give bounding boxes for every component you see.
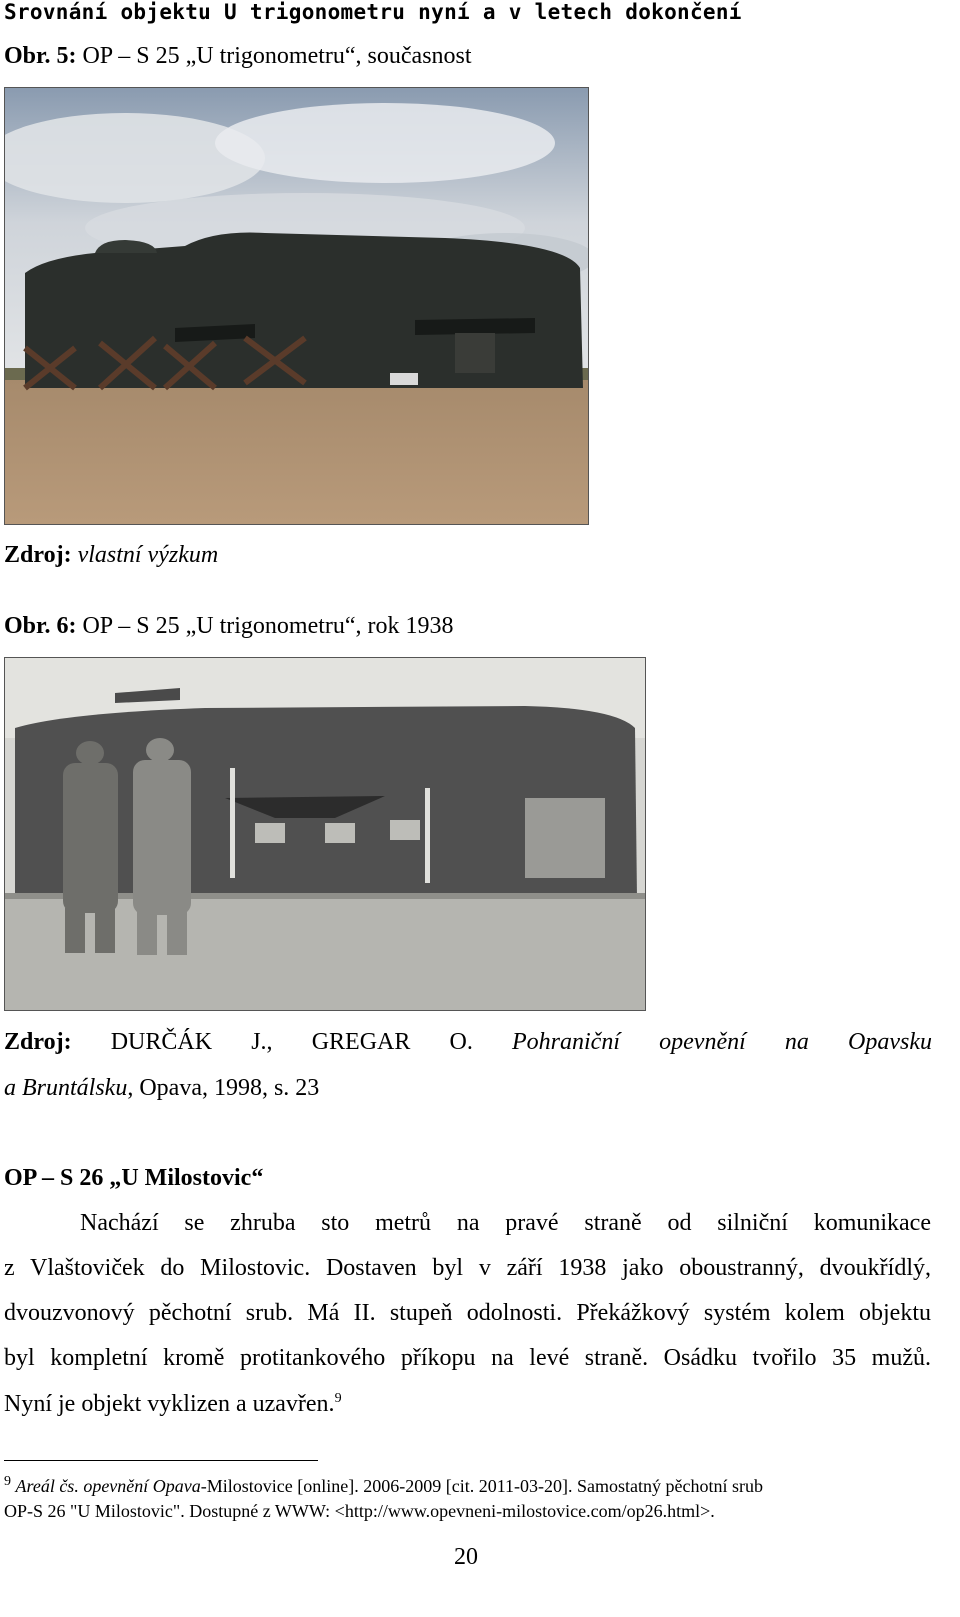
footnote-line-2[interactable]: OP-S 26 "U Milostovic". Dostupné z WWW: <http://www.opevneni-milostovice.com/op26.html>. bbox=[4, 1501, 715, 1521]
figure6-label: Obr. 6: bbox=[4, 613, 77, 639]
figure5-caption bbox=[4, 41, 472, 71]
footnote-line-1 bbox=[4, 1474, 763, 1498]
figure6-caption-text: OP – S 25 „U trigonometru“, rok 1938 bbox=[76, 613, 454, 639]
figure5-photo bbox=[4, 87, 589, 525]
paragraph-line-1: Nachází se zhruba sto metrů na pravé straně od silniční komunikace bbox=[80, 1210, 931, 1236]
footnote-rest: -Milostovice [online]. 2006-2009 [cit. 2011-03-20]. Samostatný pěchotní srub bbox=[200, 1476, 764, 1496]
figure6-caption bbox=[4, 611, 454, 641]
figure6-source-title-1: Pohraniční opevnění na Opavsku bbox=[512, 1029, 933, 1055]
footnote-separator bbox=[4, 1460, 318, 1461]
footnote-number: 9 bbox=[4, 1474, 11, 1489]
footnote-reference[interactable]: 9 bbox=[334, 1391, 342, 1406]
paragraph-line-4: byl kompletní kromě protitankového příkopu na levé straně. Osádku tvořilo 35 mužů. bbox=[4, 1345, 931, 1371]
paragraph-line-5-text: Nyní je objekt vyklizen a uzavřen. bbox=[4, 1391, 335, 1417]
figure5-source bbox=[4, 540, 218, 570]
bunker-present-photo bbox=[5, 88, 588, 524]
bunker-1938-photo bbox=[5, 658, 645, 1010]
figure6-source-line1 bbox=[4, 1027, 932, 1057]
section-title: Srovnání objektu U trigonometru nyní a v letech dokončení bbox=[4, 0, 742, 24]
figure6-photo bbox=[4, 657, 646, 1011]
figure5-caption-text: OP – S 25 „U trigonometru“, současnost bbox=[76, 43, 472, 69]
figure6-source-tail: , Opava, 1998, s. 23 bbox=[127, 1075, 320, 1101]
figure5-source-label: Zdroj: bbox=[4, 542, 72, 568]
figure5-source-text: vlastní výzkum bbox=[77, 542, 219, 568]
paragraph-line-3: dvouzvonový pěchotní srub. Má II. stupeň odolnosti. Překážkový systém kolem objektu bbox=[4, 1300, 931, 1326]
figure6-source-line2 bbox=[4, 1073, 319, 1103]
paragraph-line-5 bbox=[4, 1389, 342, 1419]
page-number: 20 bbox=[454, 1544, 478, 1570]
footnote-italic: Areál čs. opevnění Opava bbox=[15, 1476, 201, 1496]
figure6-source-title-2: a Bruntálsku bbox=[4, 1075, 128, 1101]
section2-title: OP – S 26 „U Milostovic“ bbox=[4, 1165, 264, 1191]
figure6-source-label: Zdroj: bbox=[4, 1029, 72, 1055]
paragraph-line-2: z Vlaštoviček do Milostovic. Dostaven byl v září 1938 jako oboustranný, dvoukřídlý, bbox=[4, 1255, 931, 1281]
figure5-label: Obr. 5: bbox=[4, 43, 77, 69]
figure6-source-authors: DURČÁK J., GREGAR O. bbox=[110, 1029, 473, 1055]
